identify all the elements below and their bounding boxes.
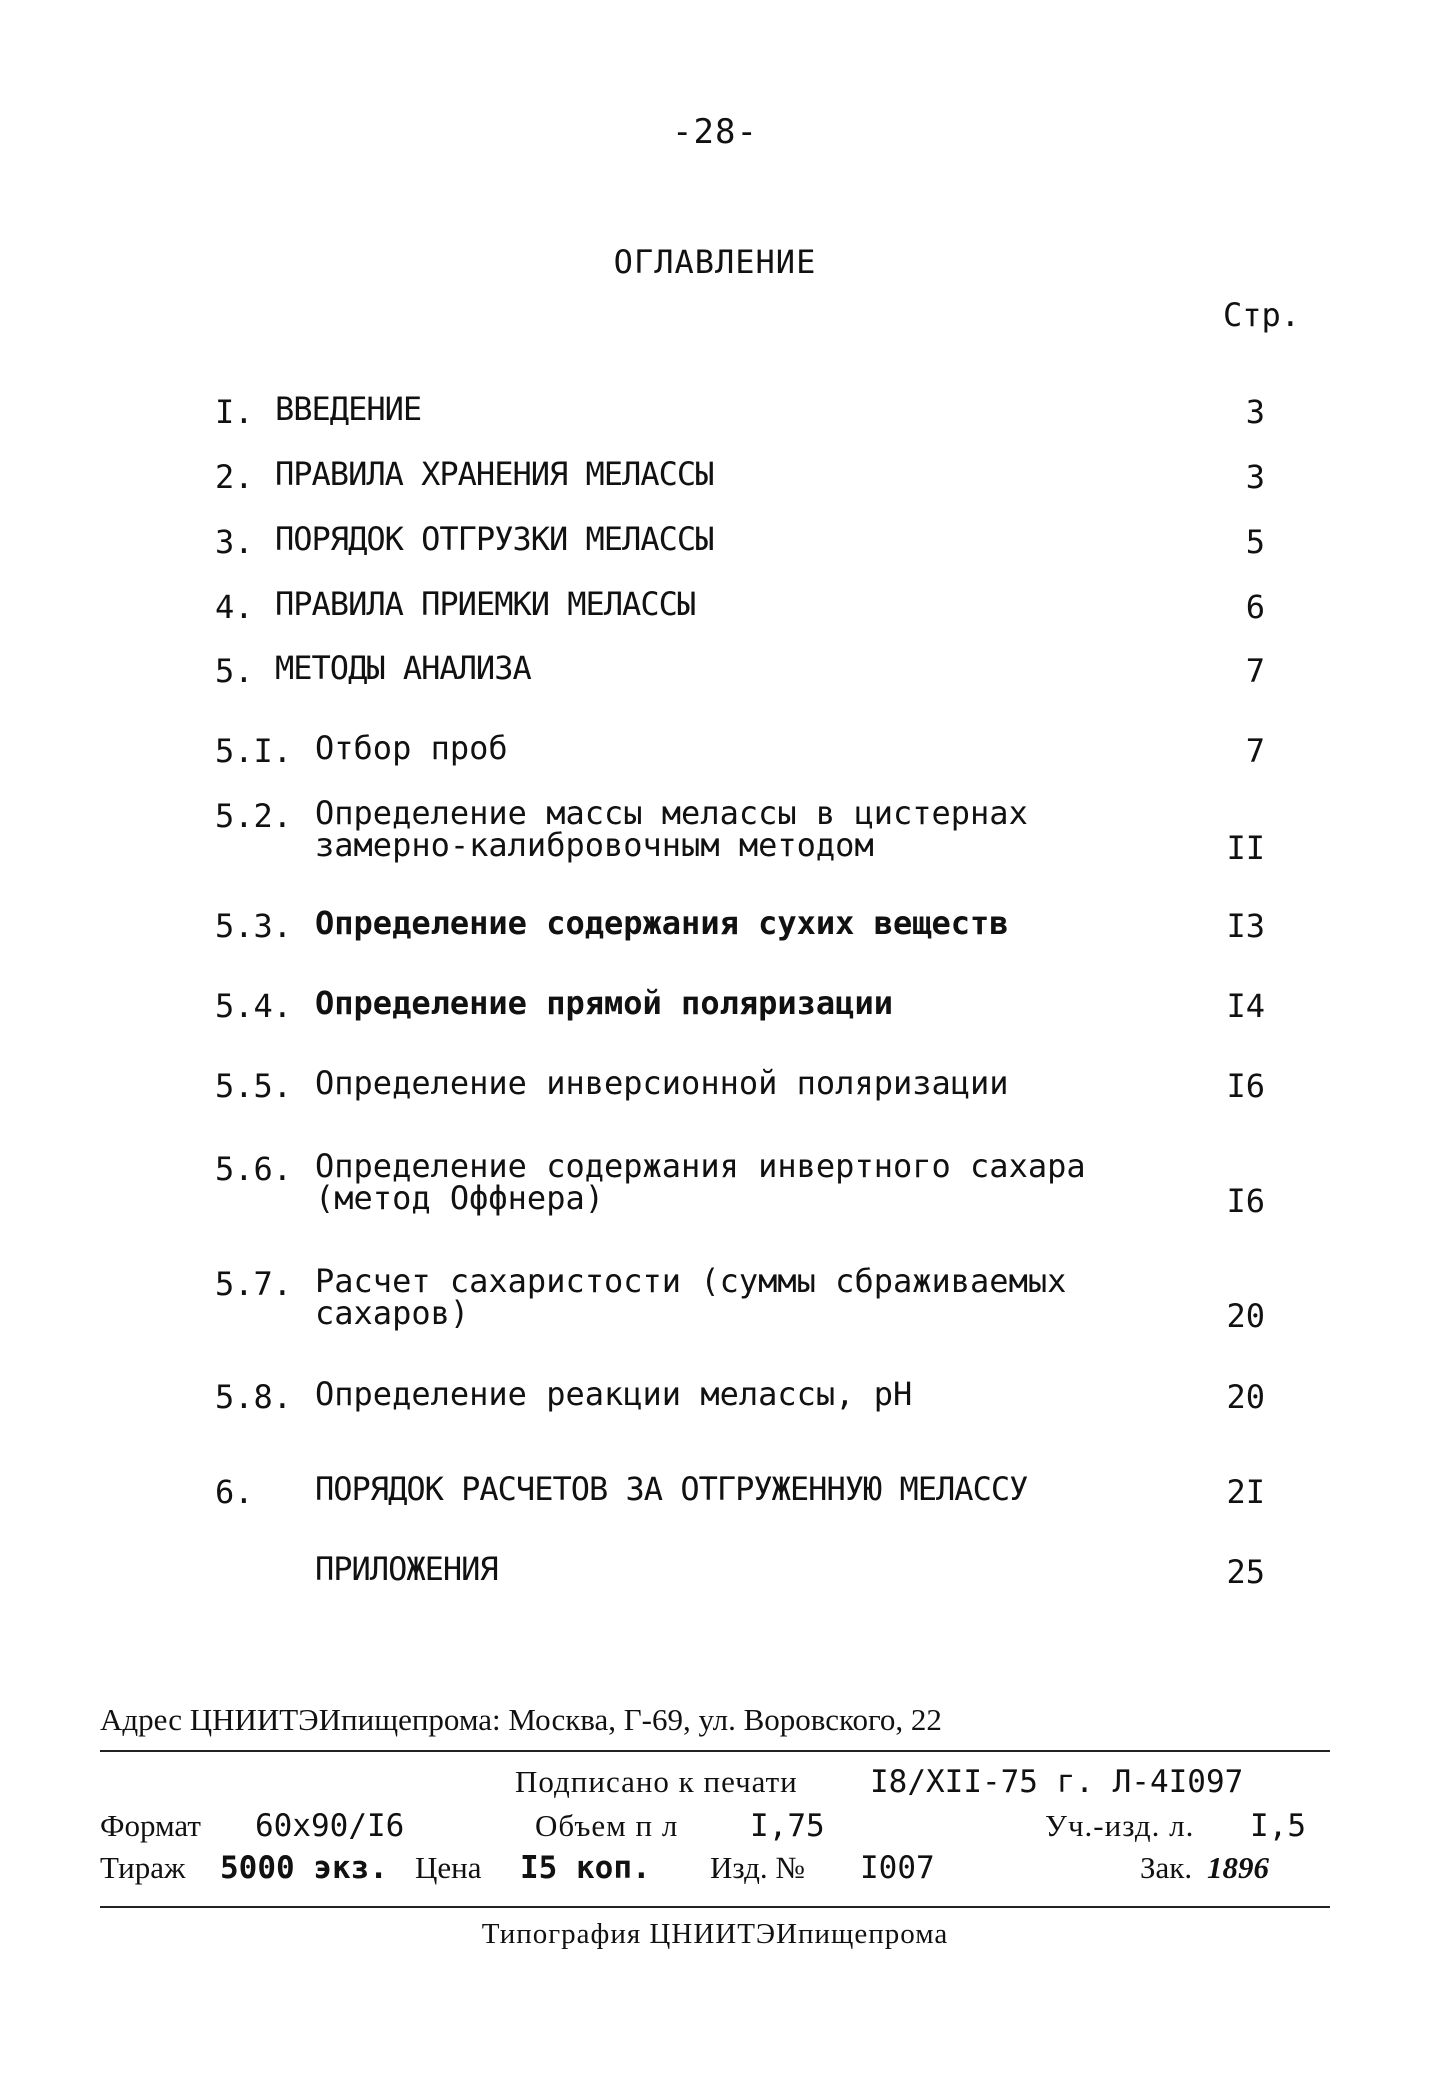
toc-entry-number: I. (215, 393, 254, 431)
signed-label: Подписано к печати (515, 1764, 798, 1799)
toc-entry-number: 5.5. (215, 1067, 293, 1105)
toc-entry-title: Определение инверсионной поляризации (315, 1064, 1009, 1102)
page-number: -28- (672, 112, 758, 152)
toc-entry-title-continued: сахаров) (315, 1294, 470, 1332)
toc-entry-number: 5. (215, 652, 254, 690)
toc-entry-page: I6 (1226, 1182, 1265, 1220)
toc-entry-title: ПОРЯДОК ОТГРУЗКИ МЕЛАССЫ (275, 520, 714, 558)
print-run-value: 5000 экз. (220, 1850, 388, 1886)
edition-value: I007 (860, 1850, 935, 1886)
toc-entry-page: II (1226, 829, 1265, 867)
toc-entry-title: Расчет сахаристости (суммы сбраживаемых (315, 1262, 1067, 1300)
toc-entry-title: ПРИЛОЖЕНИЯ (315, 1550, 498, 1588)
toc-entry-title-continued: замерно-калибровочным методом (315, 826, 874, 864)
toc-entry-number: 3. (215, 523, 254, 561)
toc-entry-page: 20 (1226, 1378, 1265, 1416)
toc-entry-page: 2I (1226, 1473, 1265, 1511)
format-label: Формат (100, 1808, 201, 1843)
toc-entry-number: 5.I. (215, 732, 293, 770)
toc-entry-number: 6. (215, 1473, 254, 1511)
toc-entry-number: 2. (215, 458, 254, 496)
toc-entry-number: 5.8. (215, 1378, 293, 1416)
toc-entry-title-continued: (метод Оффнера) (315, 1179, 604, 1217)
toc-entry-page: 20 (1226, 1297, 1265, 1335)
toc-entry-title: ВВЕДЕНИЕ (275, 390, 422, 428)
toc-entry-page: 3 (1245, 393, 1265, 431)
price-value: I5 коп. (520, 1850, 651, 1886)
toc-entry-number: 5.4. (215, 987, 293, 1025)
toc-entry-title: ПРАВИЛА ХРАНЕНИЯ МЕЛАССЫ (275, 455, 714, 493)
toc-entry-title: ПРАВИЛА ПРИЕМКИ МЕЛАССЫ (275, 585, 696, 623)
price-label: Цена (415, 1850, 482, 1885)
toc-entry-page: 7 (1245, 732, 1265, 770)
edition-label: Изд. № (710, 1850, 805, 1885)
edit-sheets-label: Уч.-изд. л. (1045, 1808, 1195, 1843)
edit-sheets-value: I,5 (1250, 1808, 1306, 1844)
toc-entry-title: Определение прямой поляризации (315, 984, 893, 1022)
toc-entry-page: I3 (1226, 907, 1265, 945)
toc-entry-number: 5.7. (215, 1265, 293, 1303)
toc-entry-title: МЕТОДЫ АНАЛИЗА (275, 649, 531, 687)
toc-entry-page: 25 (1226, 1553, 1265, 1591)
toc-entry-title: Отбор проб (315, 729, 508, 767)
printing-house: Типография ЦНИИТЭИпищепрома (481, 1918, 949, 1950)
toc-entry-number: 5.2. (215, 797, 293, 835)
volume-value: I,75 (750, 1808, 825, 1844)
toc-entry-title: Определение содержания инвертного сахара (315, 1147, 1086, 1185)
toc-entry-title: ПОРЯДОК РАСЧЕТОВ ЗА ОТГРУЖЕННУЮ МЕЛАССУ (315, 1470, 1028, 1508)
publisher-address-text: Адрес ЦНИИТЭИпищепрома: Москва, Г-69, ул. Воровского, 22 (100, 1702, 942, 1737)
divider (100, 1906, 1330, 1908)
toc-title: ОГЛАВЛЕНИЕ (613, 243, 817, 281)
toc-entry-number: 4. (215, 588, 254, 626)
toc-entry-number: 5.6. (215, 1150, 293, 1188)
page-column-label: Стр. (1222, 296, 1300, 334)
signed-value: I8/XII-75 г. Л-4I097 (870, 1764, 1244, 1800)
toc-entry-page: 5 (1245, 523, 1265, 561)
volume-label: Объем п л (535, 1808, 679, 1843)
toc-entry-page: 3 (1245, 458, 1265, 496)
toc-entry-title: Определение массы мелассы в цистернах (315, 794, 1028, 832)
print-run-label: Тираж (100, 1850, 186, 1885)
order-value-handwritten: 1896 (1207, 1850, 1269, 1885)
toc-entry-page: 6 (1245, 588, 1265, 626)
format-value: 60х90/I6 (255, 1808, 405, 1844)
toc-entry-page: 7 (1245, 652, 1265, 690)
toc-entry-title: Определение содержания сухих веществ (315, 904, 1009, 942)
divider (100, 1750, 1330, 1752)
toc-entry-title: Определение реакции мелассы, pH (315, 1375, 913, 1413)
toc-entry-page: I6 (1226, 1067, 1265, 1105)
order-label: Зак. (1140, 1850, 1193, 1885)
toc-entry-number: 5.3. (215, 907, 293, 945)
toc-entry-page: I4 (1226, 987, 1265, 1025)
